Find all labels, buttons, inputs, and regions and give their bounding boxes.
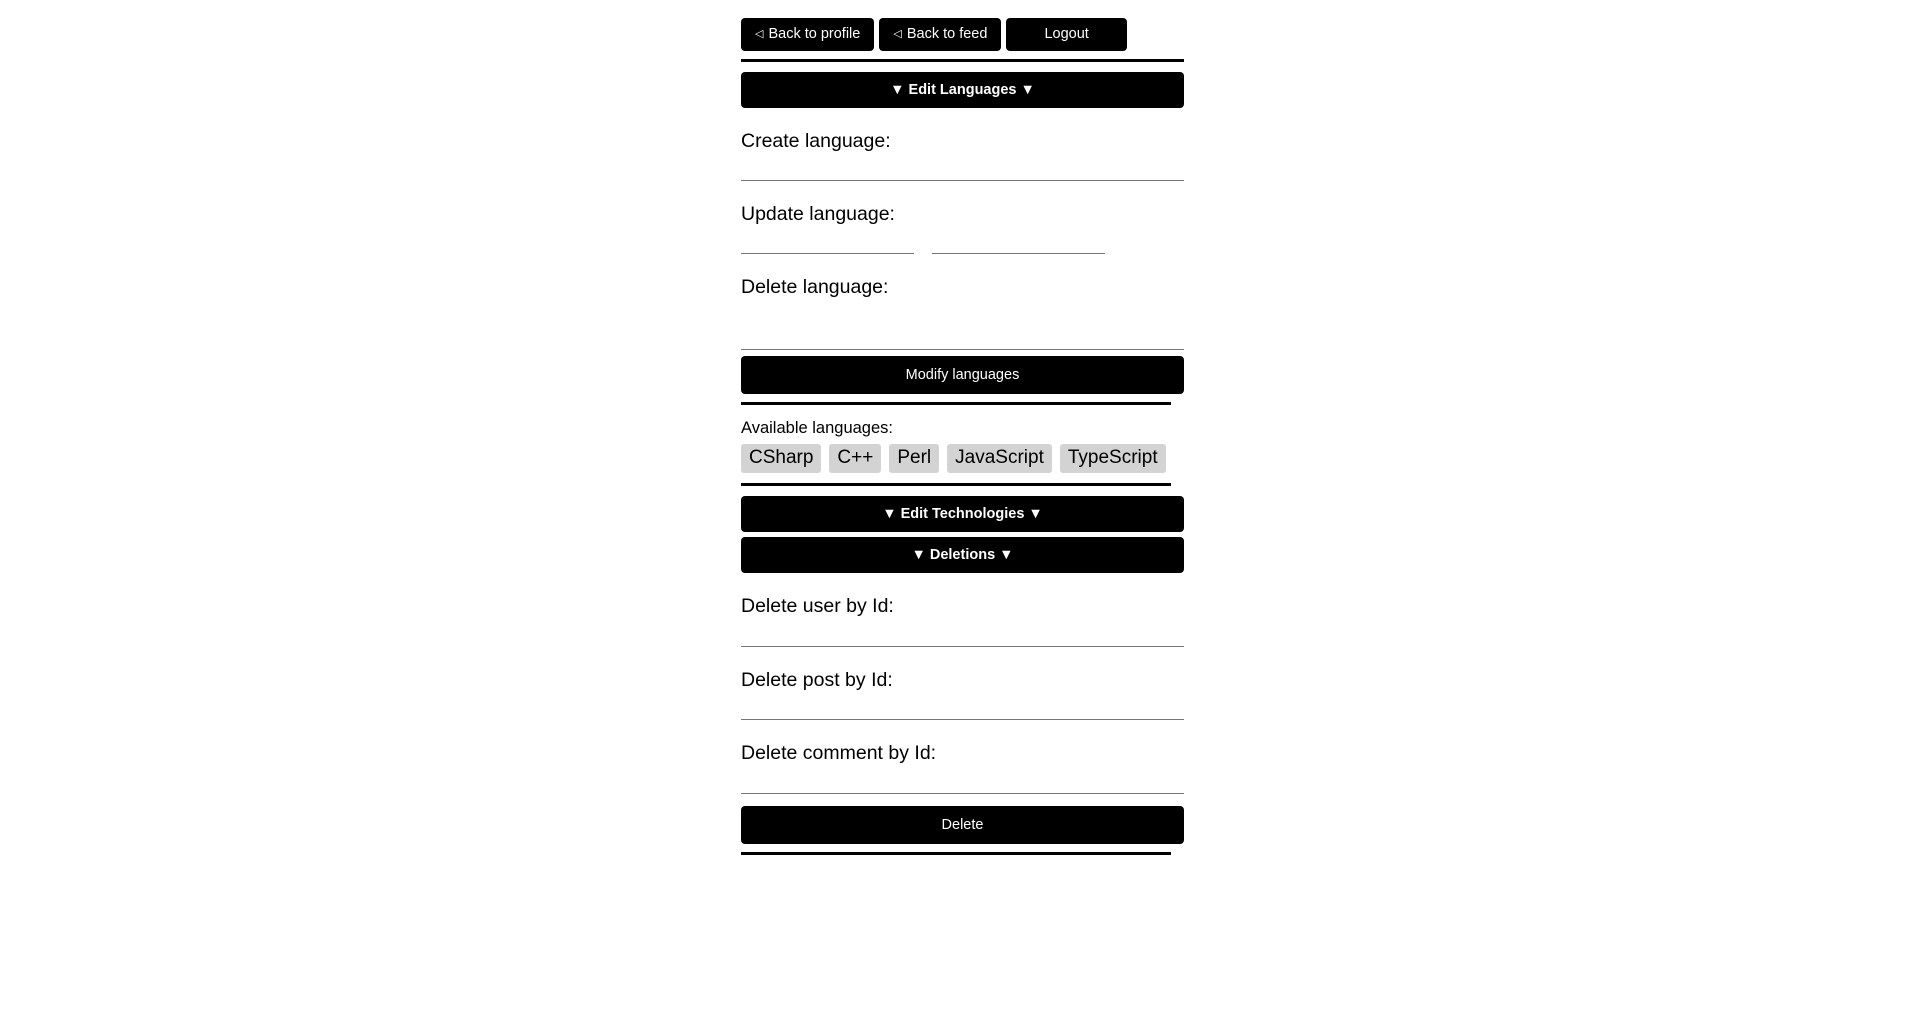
available-languages-divider: [741, 483, 1171, 486]
available-languages-label: Available languages:: [741, 418, 893, 437]
edit-languages-section-toggle[interactable]: ▼ Edit Languages ▼: [741, 72, 1184, 108]
update-language-inputs: [741, 232, 1184, 254]
language-chip[interactable]: JavaScript: [947, 444, 1052, 474]
left-triangle-icon: ◁: [893, 28, 902, 40]
modify-languages-button[interactable]: Modify languages: [741, 356, 1184, 394]
create-language-input[interactable]: [741, 159, 1184, 181]
delete-language-label: Delete language:: [741, 276, 889, 299]
update-language-label: Update language:: [741, 202, 895, 225]
back-to-feed-button[interactable]: [879, 18, 1001, 51]
delete-comment-label: Delete comment by Id:: [741, 742, 937, 765]
logout-button[interactable]: [1006, 18, 1126, 51]
language-chip[interactable]: C++: [829, 444, 881, 474]
back-to-profile-button[interactable]: [741, 18, 874, 51]
language-chip[interactable]: Perl: [889, 444, 939, 474]
available-languages-list: [741, 444, 1184, 474]
delete-language-input[interactable]: [741, 328, 1184, 350]
center-column: [741, 0, 1184, 865]
languages-divider: [741, 402, 1171, 405]
create-language-label: Create language:: [741, 129, 891, 152]
delete-post-input[interactable]: [741, 698, 1184, 720]
nav-divider: [741, 59, 1184, 62]
edit-technologies-section-toggle[interactable]: ▼ Edit Technologies ▼: [741, 496, 1184, 532]
delete-user-label: Delete user by Id:: [741, 595, 894, 618]
back-to-profile-label: Back to profile: [768, 26, 861, 42]
logout-label: Logout: [1044, 26, 1089, 42]
top-navbar: [741, 0, 1184, 51]
delete-post-label: Delete post by Id:: [741, 668, 893, 691]
update-language-new-input[interactable]: [932, 232, 1105, 254]
back-to-feed-label: Back to feed: [906, 26, 988, 42]
deletions-divider: [741, 852, 1171, 855]
language-chip[interactable]: TypeScript: [1060, 444, 1166, 474]
update-language-old-input[interactable]: [741, 232, 914, 254]
delete-comment-input[interactable]: [741, 772, 1184, 794]
language-chip[interactable]: CSharp: [741, 444, 821, 474]
delete-button[interactable]: Delete: [741, 806, 1184, 844]
delete-user-input[interactable]: [741, 625, 1184, 647]
left-triangle-icon: ◁: [755, 28, 764, 40]
deletions-section-toggle[interactable]: ▼ Deletions ▼: [741, 537, 1184, 573]
